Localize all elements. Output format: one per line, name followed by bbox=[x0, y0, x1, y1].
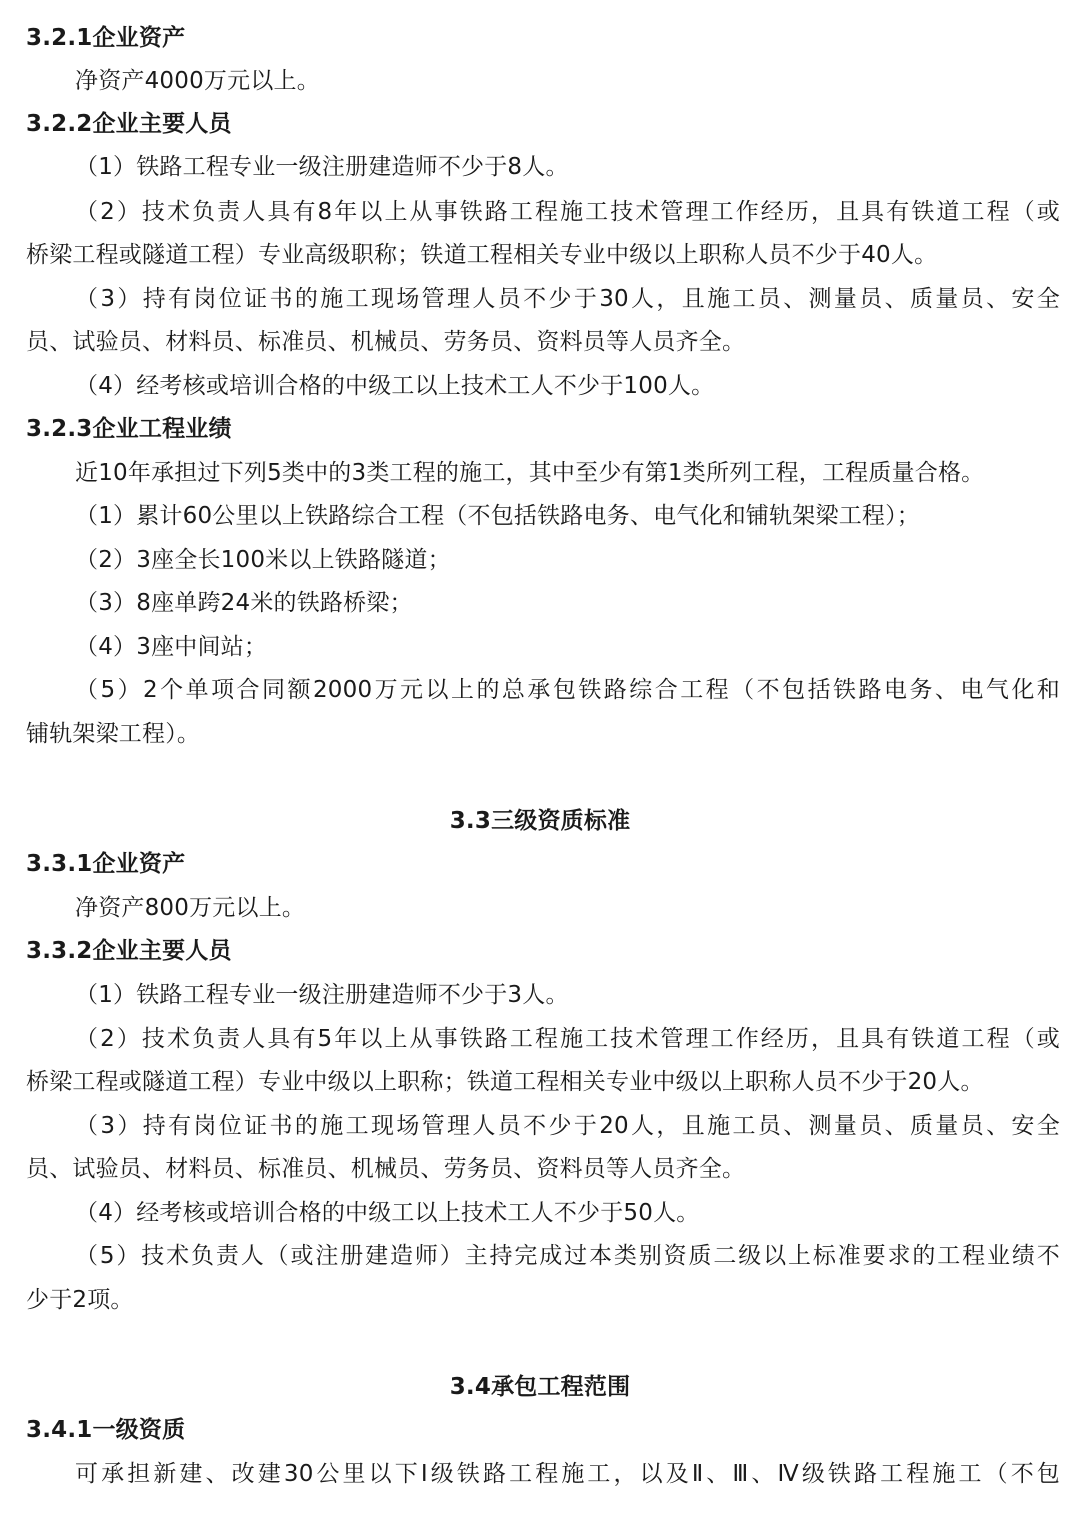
section-heading-3-2-2: 3.2.2企业主要人员 bbox=[26, 111, 232, 137]
list-item-continuation: 桥梁工程或隧道工程）专业高级职称；铁道工程相关专业中级以上职称人员不少于40人。 bbox=[26, 242, 938, 268]
section-heading-3-2-3: 3.2.3企业工程业绩 bbox=[26, 416, 232, 442]
list-item-continuation: 少于2项。 bbox=[26, 1287, 134, 1313]
list-item-line: （2）3座全长100米以上铁路隧道； bbox=[75, 547, 451, 573]
section-title-3-3: 3.3三级资质标准 bbox=[449, 808, 631, 834]
list-item-continuation: 桥梁工程或隧道工程）专业中级以上职称；铁道工程相关专业中级以上职称人员不少于20人。 bbox=[26, 1069, 984, 1095]
section-heading-3-2-1: 3.2.1企业资产 bbox=[26, 25, 186, 51]
list-item-line: （5）技术负责人（或注册建造师）主持完成过本类别资质二级以上标准要求的工程业绩不 bbox=[75, 1243, 1060, 1269]
section-heading-3-4-1: 3.4.1一级资质 bbox=[26, 1417, 186, 1443]
section-heading-3-3-1: 3.3.1企业资产 bbox=[26, 851, 186, 877]
section-heading-3-3-2: 3.3.2企业主要人员 bbox=[26, 938, 232, 964]
list-item-line: （5）2个单项合同额2000万元以上的总承包铁路综合工程（不包括铁路电务、电气化和 bbox=[75, 677, 1060, 703]
paragraph-line: 可承担新建、改建30公里以下Ⅰ级铁路工程施工，以及Ⅱ、Ⅲ、Ⅳ级铁路工程施工（不包 bbox=[75, 1461, 1060, 1487]
list-item-line: （2）技术负责人具有8年以上从事铁路工程施工技术管理工作经历，且具有铁道工程（或 bbox=[75, 199, 1060, 225]
list-item-continuation: 铺轨架梁工程）。 bbox=[26, 721, 201, 747]
list-item-line: （2）技术负责人具有5年以上从事铁路工程施工技术管理工作经历，且具有铁道工程（或 bbox=[75, 1026, 1060, 1052]
list-item-line: （3）持有岗位证书的施工现场管理人员不少于20人，且施工员、测量员、质量员、安全 bbox=[75, 1113, 1060, 1139]
list-item-line: （3）8座单跨24米的铁路桥梁； bbox=[75, 590, 413, 616]
list-item-line: （1）铁路工程专业一级注册建造师不少于8人。 bbox=[75, 154, 569, 180]
list-item-continuation: 员、试验员、材料员、标准员、机械员、劳务员、资料员等人员齐全。 bbox=[26, 329, 746, 355]
paragraph-line: 近10年承担过下列5类中的3类工程的施工，其中至少有第1类所列工程，工程质量合格。 bbox=[75, 460, 985, 486]
list-item-line: （3）持有岗位证书的施工现场管理人员不少于30人，且施工员、测量员、质量员、安全 bbox=[75, 286, 1060, 312]
list-item-line: （4）3座中间站； bbox=[75, 634, 268, 660]
list-item-line: （1）累计60公里以上铁路综合工程（不包括铁路电务、电气化和铺轨架梁工程）； bbox=[75, 503, 920, 529]
section-title-3-4: 3.4承包工程范围 bbox=[449, 1374, 631, 1400]
paragraph-line: 净资产4000万元以上。 bbox=[75, 68, 320, 94]
list-item-continuation: 员、试验员、材料员、标准员、机械员、劳务员、资料员等人员齐全。 bbox=[26, 1156, 746, 1182]
list-item-line: （4）经考核或培训合格的中级工以上技术工人不少于50人。 bbox=[75, 1200, 700, 1226]
list-item-line: （4）经考核或培训合格的中级工以上技术工人不少于100人。 bbox=[75, 373, 715, 399]
paragraph-line: 净资产800万元以上。 bbox=[75, 895, 306, 921]
list-item-line: （1）铁路工程专业一级注册建造师不少于3人。 bbox=[75, 982, 569, 1008]
